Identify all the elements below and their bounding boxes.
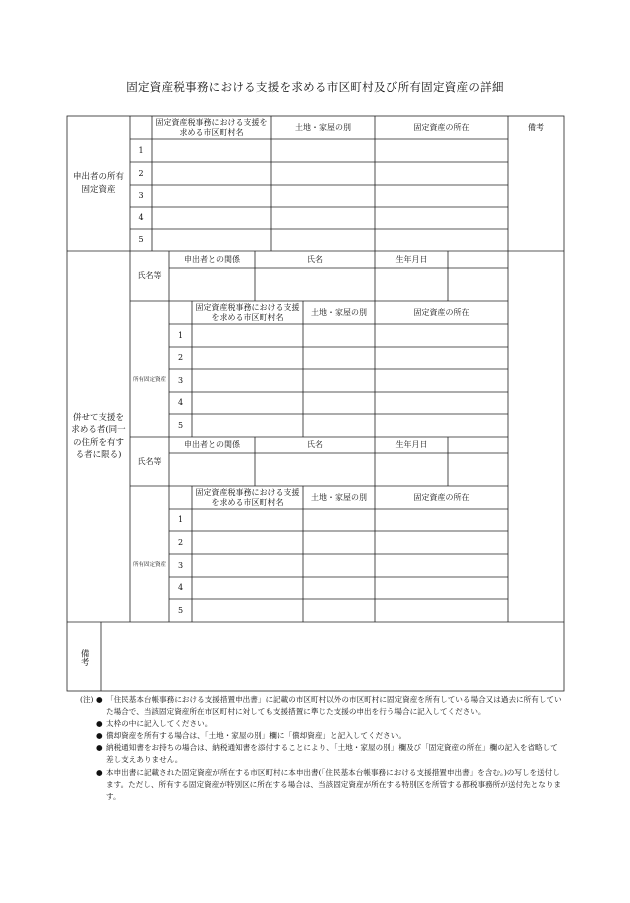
notes: [74, 694, 564, 803]
note-item: ● 「住民基本台帳事務における支援措置申出書」に記載の市区町村以外の市区町村に固定資産を所有している場合又は過去に所有していた場合で、当該固定資産所在市区町村に対しても支援措置に準じた支援の申出を行う場合に記入してください。: [74, 694, 564, 718]
note-text: 納税通知書をお持ちの場合は、納税通知書を添付することにより、「土地・家屋の別」欄及び「固定資産の所在」欄の記入を省略して差し支えありません。: [106, 743, 558, 765]
row-number: 2: [177, 537, 184, 547]
note-text: 償却資産を所有する場合は、「土地・家屋の別」欄に「償却資産」と記入してください。: [106, 731, 406, 741]
location-header: 固定資産の所在: [413, 307, 470, 317]
owned-assets-label: 所有固定資産: [132, 377, 166, 384]
municipality-header: 固定資産税事務における支援を求める市区町村名: [155, 117, 268, 137]
row-number: 2: [177, 353, 184, 363]
note-item: ● 太枠の中に記入してください。: [74, 718, 564, 730]
name-header: 氏名: [307, 254, 323, 264]
note-item: ● 償却資産を所有する場合は、「土地・家屋の別」欄に「償却資産」と記入してください。: [74, 730, 564, 742]
land-or-house-header: 土地・家屋の別: [311, 492, 367, 502]
remarks-section-label: 備考: [79, 648, 90, 666]
note-item: ● 本申出書に記載された固定資産が所在する市区町村に本申出書(「住民基本台帳事務における支援措置申出書」を含む。)の写しを送付します。ただし、所有する固定資産が特別区に所在する場合は、当該固定資産が所在する特別区を所管する都税事務所が送付先となります。: [74, 767, 564, 803]
row-number: 3: [177, 375, 184, 385]
joint-requester-label: 併せて支援を求める者(同一の住所を有する者に限る): [71, 412, 126, 460]
row-number: 3: [138, 191, 144, 201]
row-number: 4: [177, 583, 184, 593]
land-or-house-header: 土地・家屋の別: [311, 307, 367, 317]
row-number: 5: [138, 235, 144, 245]
page-title: 固定資産税事務における支援を求める市区町村及び所有固定資産の詳細: [126, 80, 504, 94]
applicant-assets-label: 申出者の所有固定資産: [72, 172, 124, 195]
remarks-header: 備考: [528, 122, 544, 132]
name-header: 氏名: [307, 440, 323, 450]
row-number: 5: [177, 420, 184, 430]
person-info-label: 氏名等: [137, 271, 162, 281]
location-header: 固定資産の所在: [413, 122, 470, 132]
municipality-header: 固定資産税事務における支援を求める市区町村名: [195, 302, 300, 322]
row-number: 1: [138, 145, 144, 155]
note-text: 太枠の中に記入してください。: [106, 719, 213, 729]
row-number: 2: [138, 168, 144, 178]
row-number: 1: [177, 330, 184, 340]
relationship-header: 申出者との関係: [184, 254, 240, 264]
row-number: 4: [138, 213, 144, 223]
relationship-header: 申出者との関係: [184, 440, 240, 450]
note-text: 本申出書に記載された固定資産が所在する市区町村に本申出書(「住民基本台帳事務における支援措置申出書」を含む。)の写しを送付します。ただし、所有する固定資産が特別区に所在する場合は、当該固定資産が所在する特別区を所管する都税事務所が送付先となります。: [106, 767, 562, 801]
location-header: 固定資産の所在: [413, 492, 470, 502]
note-text: 「住民基本台帳事務における支援措置申出書」に記載の市区町村以外の市区町村に固定資産を所有している場合又は過去に所有していた場合で、当該固定資産所在市区町村に対しても支援措置に準じた支援の申出を行う場合に記入してください。: [106, 695, 562, 717]
row-number: 4: [177, 398, 184, 408]
person-info-label: 氏名等: [137, 456, 162, 466]
birthdate-header: 生年月日: [395, 440, 428, 450]
birthdate-header: 生年月日: [395, 254, 428, 264]
row-number: 1: [177, 515, 184, 525]
row-number: 3: [177, 560, 184, 570]
owned-assets-label: 所有固定資産: [132, 562, 166, 569]
note-item: ● 納税通知書をお持ちの場合は、納税通知書を添付することにより、「土地・家屋の別」欄及び「固定資産の所在」欄の記入を省略して差し支えありません。: [74, 742, 564, 766]
row-number: 5: [177, 605, 184, 615]
notes-header: (注): [80, 695, 94, 704]
municipality-header: 固定資産税事務における支援を求める市区町村名: [195, 487, 300, 507]
land-or-house-header: 土地・家屋の別: [295, 122, 351, 132]
